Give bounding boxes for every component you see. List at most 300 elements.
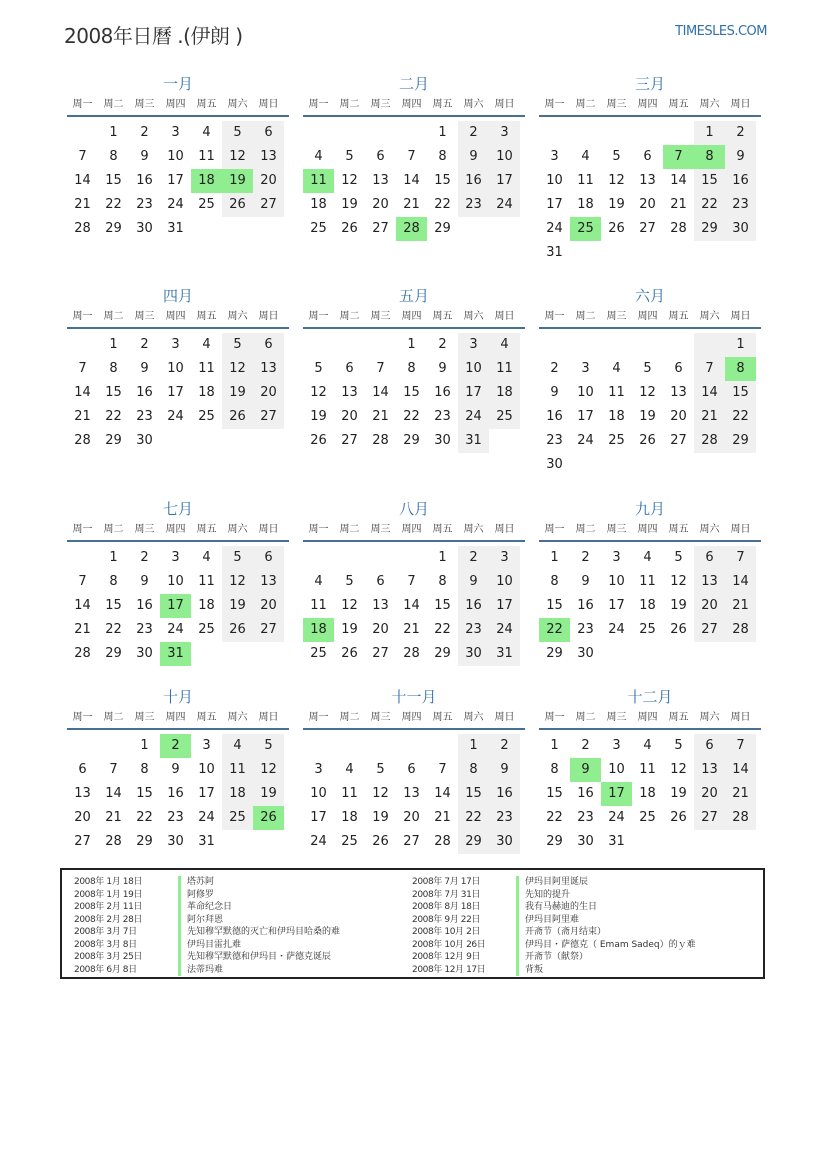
day-cell: 1 <box>140 738 149 753</box>
empty-cell <box>601 121 632 145</box>
day-cell: 12 <box>222 570 253 594</box>
day-cell: 30 <box>458 642 489 666</box>
day-cell: 15 <box>546 598 563 613</box>
weekday-label: 周三 <box>134 524 155 535</box>
day-cell: 6 <box>694 546 725 570</box>
legend-date: 2008年 9月 22日 <box>412 914 481 925</box>
legend-date: 2008年 3月 8日 <box>74 939 137 950</box>
empty-cell <box>694 642 725 666</box>
empty-cell <box>396 121 427 145</box>
day-cell: 14 <box>434 786 451 801</box>
day-cell: 25 <box>198 409 215 424</box>
day-cell: 20 <box>74 810 91 825</box>
day-cell: 4 <box>643 738 652 753</box>
empty-cell <box>303 333 334 357</box>
day-cell: 13 <box>341 385 358 400</box>
day-cell: 23 <box>577 810 594 825</box>
weekday-label: 周六 <box>227 524 248 535</box>
day-cell: 2 <box>160 734 191 758</box>
day-cell: 9 <box>438 361 447 376</box>
day-cell: 12 <box>670 762 687 777</box>
day-cell: 5 <box>253 734 284 758</box>
day-cell: 18 <box>198 598 215 613</box>
legend-date: 2008年 6月 8日 <box>74 964 137 975</box>
day-cell: 25 <box>310 221 327 236</box>
empty-cell <box>663 333 694 357</box>
weekday-label: 周一 <box>308 712 329 723</box>
day-grid <box>67 121 284 241</box>
day-cell: 1 <box>725 333 756 357</box>
day-cell: 22 <box>694 193 725 217</box>
day-cell: 1 <box>109 550 118 565</box>
day-cell: 29 <box>136 834 153 849</box>
day-cell: 23 <box>546 433 563 448</box>
day-cell: 28 <box>725 618 756 642</box>
day-cell: 10 <box>458 357 489 381</box>
weekday-label: 周日 <box>258 712 279 723</box>
legend-date: 2008年 2月 11日 <box>74 902 143 912</box>
day-cell: 8 <box>725 357 756 381</box>
weekday-label: 周三 <box>606 712 627 723</box>
weekday-label: 周六 <box>227 99 248 110</box>
weekday-header <box>303 708 525 730</box>
day-cell: 8 <box>458 758 489 782</box>
day-cell: 26 <box>670 810 687 825</box>
empty-cell <box>694 830 725 854</box>
day-cell: 14 <box>372 385 389 400</box>
legend-holiday-name: 伊玛目阿里诞辰 <box>516 876 588 889</box>
day-cell: 10 <box>198 762 215 777</box>
day-cell: 11 <box>639 762 656 777</box>
day-cell: 2 <box>140 550 149 565</box>
day-cell: 22 <box>539 618 570 642</box>
weekday-header <box>539 708 761 730</box>
day-cell: 5 <box>222 546 253 570</box>
day-cell: 31 <box>458 429 489 453</box>
day-cell: 16 <box>458 594 489 618</box>
day-cell: 11 <box>489 357 520 381</box>
day-cell: 10 <box>608 574 625 589</box>
month-name: 三月 <box>634 75 665 93</box>
weekday-label: 周三 <box>606 99 627 110</box>
day-cell: 17 <box>577 409 594 424</box>
day-cell: 17 <box>160 594 191 618</box>
weekday-label: 周日 <box>494 99 515 110</box>
day-cell: 12 <box>222 145 253 169</box>
empty-cell <box>334 734 365 758</box>
month-block <box>303 686 525 854</box>
day-cell: 16 <box>546 409 563 424</box>
day-cell: 13 <box>639 173 656 188</box>
day-cell: 21 <box>725 594 756 618</box>
day-cell: 26 <box>222 405 253 429</box>
day-cell: 14 <box>403 598 420 613</box>
page-title: 2008年日曆 .(伊朗 ) <box>64 24 243 48</box>
day-cell: 1 <box>109 125 118 140</box>
legend-item <box>62 964 340 977</box>
day-cell: 4 <box>612 361 621 376</box>
weekday-header <box>303 95 525 117</box>
day-cell: 11 <box>303 169 334 193</box>
day-cell: 15 <box>403 385 420 400</box>
weekday-label: 周一 <box>544 311 565 322</box>
day-cell: 28 <box>105 834 122 849</box>
day-cell: 8 <box>109 149 118 164</box>
day-cell: 13 <box>253 570 284 594</box>
day-cell: 6 <box>253 121 284 145</box>
day-cell: 25 <box>198 197 215 212</box>
day-cell: 13 <box>694 758 725 782</box>
day-cell: 19 <box>310 409 327 424</box>
day-cell: 9 <box>550 385 559 400</box>
day-cell: 12 <box>341 173 358 188</box>
weekday-label: 周五 <box>432 524 453 535</box>
empty-cell <box>365 333 396 357</box>
empty-cell <box>663 642 694 666</box>
day-cell: 6 <box>345 361 354 376</box>
empty-cell <box>253 642 284 666</box>
day-cell: 4 <box>202 337 211 352</box>
weekday-label: 周一 <box>72 524 93 535</box>
weekday-label: 周一 <box>544 99 565 110</box>
day-cell: 7 <box>663 145 694 169</box>
weekday-label: 周三 <box>370 311 391 322</box>
legend-item <box>62 926 340 939</box>
day-cell: 23 <box>577 622 594 637</box>
day-cell: 28 <box>372 433 389 448</box>
day-cell: 28 <box>396 217 427 241</box>
empty-cell <box>694 241 725 265</box>
weekday-label: 周五 <box>196 524 217 535</box>
day-cell: 16 <box>167 786 184 801</box>
empty-cell <box>365 121 396 145</box>
month-block <box>303 498 525 666</box>
legend-date: 2008年 1月 19日 <box>74 889 143 900</box>
month-name: 七月 <box>162 500 193 518</box>
day-cell: 19 <box>372 810 389 825</box>
day-cell: 6 <box>407 762 416 777</box>
day-cell: 16 <box>136 598 153 613</box>
legend-holiday-name: 革命纪念日 <box>178 901 232 914</box>
day-cell: 10 <box>489 570 520 594</box>
legend-holiday-name: 先知的提升 <box>516 889 570 902</box>
day-cell: 21 <box>105 810 122 825</box>
empty-cell <box>601 642 632 666</box>
day-cell: 17 <box>608 598 625 613</box>
weekday-label: 周五 <box>668 311 689 322</box>
day-cell: 19 <box>341 197 358 212</box>
day-cell: 14 <box>74 598 91 613</box>
day-cell: 18 <box>639 598 656 613</box>
day-cell: 10 <box>167 574 184 589</box>
day-cell: 3 <box>171 337 180 352</box>
day-cell: 11 <box>577 173 594 188</box>
legend-holiday-name: 开斋节（斋月结束） <box>516 926 606 939</box>
day-cell: 25 <box>198 622 215 637</box>
day-cell: 4 <box>222 734 253 758</box>
holiday-legend <box>60 868 765 979</box>
day-cell: 5 <box>345 149 354 164</box>
day-cell: 22 <box>105 197 122 212</box>
day-cell: 1 <box>407 337 416 352</box>
day-cell: 30 <box>546 457 563 472</box>
day-cell: 27 <box>253 193 284 217</box>
legend-item <box>62 914 340 927</box>
day-grid <box>303 546 520 666</box>
day-cell: 21 <box>74 622 91 637</box>
day-cell: 16 <box>458 169 489 193</box>
day-cell: 9 <box>458 570 489 594</box>
weekday-header <box>303 307 525 329</box>
weekday-label: 周日 <box>730 311 751 322</box>
empty-cell <box>632 241 663 265</box>
weekday-label: 周六 <box>699 99 720 110</box>
legend-date: 2008年 3月 25日 <box>74 952 143 962</box>
weekday-header <box>539 307 761 329</box>
weekday-label: 周二 <box>339 99 360 110</box>
weekday-label: 周五 <box>668 712 689 723</box>
day-cell: 4 <box>314 574 323 589</box>
weekday-label: 周六 <box>463 524 484 535</box>
day-grid <box>67 333 284 453</box>
legend-holiday-name: 伊玛目阿里难 <box>516 914 579 927</box>
weekday-label: 周三 <box>134 311 155 322</box>
legend-holiday-name: 我有马赫迪的生日 <box>516 901 597 914</box>
weekday-header <box>67 708 289 730</box>
month-block <box>67 686 289 854</box>
day-cell: 21 <box>694 405 725 429</box>
day-cell: 15 <box>458 782 489 806</box>
day-cell: 13 <box>372 598 389 613</box>
weekday-label: 周一 <box>72 712 93 723</box>
day-cell: 15 <box>136 786 153 801</box>
day-cell: 15 <box>105 385 122 400</box>
empty-cell <box>489 429 520 453</box>
day-cell: 24 <box>608 622 625 637</box>
day-cell: 13 <box>253 357 284 381</box>
day-cell: 12 <box>341 598 358 613</box>
weekday-label: 周四 <box>401 99 422 110</box>
day-cell: 10 <box>167 149 184 164</box>
day-cell: 7 <box>407 149 416 164</box>
empty-cell <box>222 217 253 241</box>
empty-cell <box>334 333 365 357</box>
day-cell: 30 <box>167 834 184 849</box>
weekday-label: 周三 <box>370 712 391 723</box>
day-cell: 2 <box>550 361 559 376</box>
day-cell: 8 <box>438 149 447 164</box>
day-cell: 30 <box>577 834 594 849</box>
day-cell: 7 <box>109 762 118 777</box>
day-cell: 23 <box>136 409 153 424</box>
day-cell: 5 <box>612 149 621 164</box>
weekday-label: 周四 <box>165 311 186 322</box>
day-cell: 30 <box>725 217 756 241</box>
day-grid <box>539 333 756 477</box>
day-cell: 6 <box>253 333 284 357</box>
day-cell: 16 <box>725 169 756 193</box>
day-cell: 25 <box>489 405 520 429</box>
weekday-label: 周五 <box>432 311 453 322</box>
empty-cell <box>396 734 427 758</box>
day-cell: 31 <box>167 221 184 236</box>
day-cell: 26 <box>310 433 327 448</box>
legend-item <box>62 889 340 902</box>
empty-cell <box>725 830 756 854</box>
day-cell: 11 <box>198 574 215 589</box>
day-cell: 13 <box>694 570 725 594</box>
day-cell: 4 <box>345 762 354 777</box>
day-cell: 13 <box>74 786 91 801</box>
day-cell: 9 <box>725 145 756 169</box>
day-cell: 4 <box>202 550 211 565</box>
empty-cell <box>663 453 694 477</box>
day-cell: 20 <box>253 381 284 405</box>
day-cell: 7 <box>725 734 756 758</box>
weekday-label: 周四 <box>401 712 422 723</box>
day-cell: 27 <box>341 433 358 448</box>
day-cell: 23 <box>725 193 756 217</box>
day-cell: 11 <box>198 149 215 164</box>
empty-cell <box>67 121 98 145</box>
month-block <box>539 498 761 666</box>
day-cell: 7 <box>725 546 756 570</box>
day-cell: 3 <box>458 333 489 357</box>
day-cell: 14 <box>694 381 725 405</box>
day-cell: 30 <box>434 433 451 448</box>
day-cell: 19 <box>222 594 253 618</box>
weekday-label: 周五 <box>196 712 217 723</box>
empty-cell <box>725 642 756 666</box>
day-cell: 29 <box>105 221 122 236</box>
weekday-label: 周三 <box>606 311 627 322</box>
legend-date: 2008年 1月 18日 <box>74 877 143 887</box>
legend-item <box>400 889 696 902</box>
empty-cell <box>98 734 129 758</box>
day-cell: 23 <box>458 193 489 217</box>
day-cell: 29 <box>105 433 122 448</box>
day-cell: 18 <box>198 385 215 400</box>
day-cell: 4 <box>581 149 590 164</box>
month-block <box>67 498 289 666</box>
weekday-label: 周二 <box>103 524 124 535</box>
legend-holiday-name: 阿修罗 <box>178 889 214 902</box>
day-cell: 3 <box>612 738 621 753</box>
day-cell: 22 <box>458 806 489 830</box>
month-name: 四月 <box>162 287 193 305</box>
day-cell: 14 <box>74 173 91 188</box>
day-cell: 23 <box>489 806 520 830</box>
day-cell: 11 <box>341 786 358 801</box>
day-cell: 6 <box>376 574 385 589</box>
empty-cell <box>663 830 694 854</box>
empty-cell <box>570 333 601 357</box>
empty-cell <box>725 241 756 265</box>
weekday-label: 周六 <box>463 712 484 723</box>
day-cell: 8 <box>694 145 725 169</box>
month-block <box>539 285 761 477</box>
day-cell: 19 <box>253 782 284 806</box>
day-cell: 6 <box>643 149 652 164</box>
weekday-label: 周二 <box>575 99 596 110</box>
day-cell: 22 <box>434 622 451 637</box>
legend-date: 2008年 7月 31日 <box>412 889 481 900</box>
day-cell: 18 <box>639 786 656 801</box>
day-cell: 3 <box>314 762 323 777</box>
day-cell: 27 <box>253 618 284 642</box>
legend-item <box>62 951 340 964</box>
weekday-header <box>539 95 761 117</box>
day-cell: 29 <box>546 646 563 661</box>
day-cell: 30 <box>489 830 520 854</box>
empty-cell <box>253 217 284 241</box>
day-cell: 31 <box>546 245 563 260</box>
empty-cell <box>303 546 334 570</box>
day-cell: 24 <box>608 810 625 825</box>
day-cell: 21 <box>74 409 91 424</box>
empty-cell <box>303 734 334 758</box>
weekday-label: 周一 <box>308 99 329 110</box>
day-cell: 1 <box>550 550 559 565</box>
day-cell: 8 <box>109 574 118 589</box>
day-cell: 7 <box>438 762 447 777</box>
weekday-label: 周六 <box>699 712 720 723</box>
day-cell: 6 <box>253 546 284 570</box>
month-block <box>303 285 525 453</box>
day-cell: 25 <box>639 810 656 825</box>
weekday-label: 周三 <box>370 99 391 110</box>
day-cell: 20 <box>253 594 284 618</box>
day-cell: 19 <box>341 622 358 637</box>
day-grid <box>303 734 520 854</box>
day-cell: 20 <box>341 409 358 424</box>
empty-cell <box>632 333 663 357</box>
day-cell: 25 <box>222 806 253 830</box>
day-cell: 16 <box>434 385 451 400</box>
day-cell: 6 <box>674 361 683 376</box>
day-cell: 27 <box>670 433 687 448</box>
legend-date: 2008年 2月 28日 <box>74 914 143 925</box>
day-cell: 12 <box>253 758 284 782</box>
weekday-header <box>303 520 525 542</box>
day-cell: 7 <box>407 574 416 589</box>
day-cell: 30 <box>136 433 153 448</box>
day-cell: 21 <box>403 197 420 212</box>
weekday-label: 周四 <box>637 524 658 535</box>
day-cell: 25 <box>341 834 358 849</box>
day-cell: 15 <box>725 381 756 405</box>
weekday-label: 周四 <box>637 712 658 723</box>
day-cell: 17 <box>601 782 632 806</box>
site-link[interactable]: TIMESLES.COM <box>675 24 767 39</box>
day-cell: 17 <box>489 594 520 618</box>
weekday-header <box>67 95 289 117</box>
month-block <box>67 73 289 241</box>
legend-date: 2008年 3月 7日 <box>74 927 137 937</box>
legend-holiday-name: 背叛 <box>516 964 543 977</box>
empty-cell <box>601 241 632 265</box>
empty-cell <box>632 453 663 477</box>
legend-holiday-name: 先知穆罕默德和伊玛目・萨德克诞辰 <box>178 951 331 964</box>
day-cell: 13 <box>372 173 389 188</box>
day-cell: 30 <box>136 221 153 236</box>
weekday-label: 周日 <box>494 524 515 535</box>
day-cell: 18 <box>341 810 358 825</box>
weekday-label: 周日 <box>730 99 751 110</box>
day-cell: 1 <box>438 125 447 140</box>
day-cell: 15 <box>434 598 451 613</box>
weekday-label: 周二 <box>103 311 124 322</box>
